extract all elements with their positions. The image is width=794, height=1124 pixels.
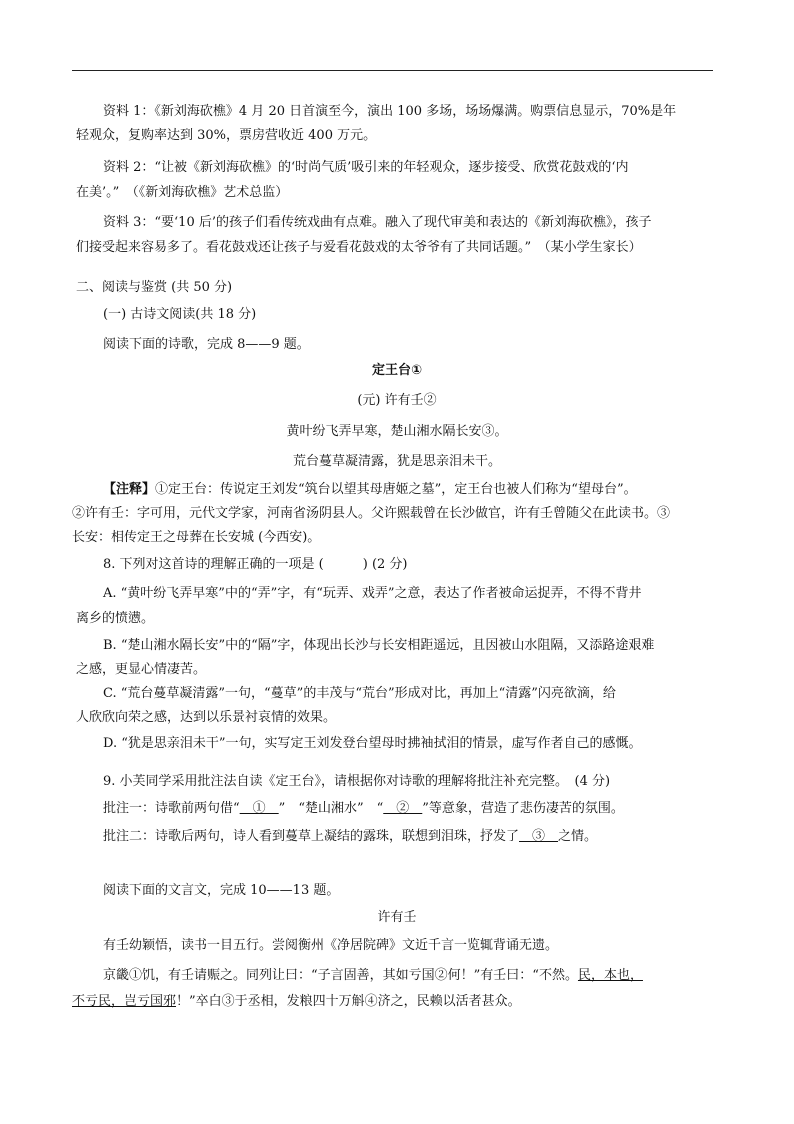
prose-underlined-2: 不亏民，岂亏国邪 — [72, 994, 177, 1009]
poem-instruction: 阅读下面的诗歌，完成 8——9 题。 — [103, 337, 310, 352]
section-heading: 二、阅读与鉴赏 (共 50 分) — [76, 280, 233, 295]
poem-title: 定王台① — [371, 363, 422, 378]
q8-option-d: D. “犹是思亲泪未干”一句，实写定王刘发登台望母时拂袖拭泪的情景，虚写作者自己的感慨。 — [103, 736, 642, 751]
subsection-heading: (一) 古诗文阅读(共 18 分) — [103, 307, 257, 322]
prose-paragraph-2-line-1 — [103, 967, 643, 985]
material-2-line-2: 在美’。” （《新刘海砍樵》艺术总监） — [76, 185, 289, 200]
q9-annotation-2 — [103, 828, 597, 846]
prose-p2-pre: 京畿①饥，有壬请赈之。同列让曰：“子言固善，其如亏国②何！”有壬曰：“不然。 — [103, 968, 578, 983]
q9-n2-pre: 批注二：诗歌后两句，诗人看到蔓草上凝结的露珠，联想到泪珠，抒发了 — [103, 829, 520, 844]
prose-title: 许有壬 — [377, 910, 417, 925]
q9-annotation-1 — [103, 800, 624, 818]
q9-blank-2[interactable]: ② — [383, 801, 423, 816]
notes-label: 【注释】 — [103, 482, 156, 497]
prose-p3-post: ！”卒白③于丞相，发粮四十万斛④济之，民赖以活者甚众。 — [176, 994, 521, 1009]
notes-line-1 — [103, 481, 637, 499]
material-1-line-1: 资料 1：《新刘海砍樵》4 月 20 日首演至今，演出 100 多场，场场爆满。购票信息显示，70%是年 — [103, 104, 677, 119]
notes-line-2: ②许有壬：字可用，元代文学家，河南省汤阴县人。父许熙载曾在长沙做官，许有壬曾随父在此读书。③ — [72, 506, 671, 521]
q9-n2-post: 之情。 — [558, 829, 598, 844]
prose-instruction: 阅读下面的文言文，完成 10——13 题。 — [103, 883, 340, 898]
question-8-stem: 8. 下列对这首诗的理解正确的一项是 ( ) (2 分) — [103, 557, 408, 572]
prose-paragraph-2-line-2 — [72, 993, 521, 1011]
notes-text-1: ①定王台：传说定王刘发“筑台以望其母唐姬之墓”，定王台也被人们称为“望母台”。 — [155, 482, 637, 497]
q9-n1-pre: 批注一：诗歌前两句借“ — [103, 801, 240, 816]
q8-option-b-line-1: B. “楚山湘水隔长安”中的“隔”字，体现出长沙与长安相距遥远，且因被山水阻隔，又添路途艰难 — [103, 638, 655, 653]
poem-line-1: 黄叶纷飞弄早寒，楚山湘水隔长安③。 — [286, 424, 508, 439]
q9-blank-3[interactable]: ③ — [519, 829, 559, 844]
q8-option-b-line-2: 之感，更显心情凄苦。 — [76, 662, 207, 677]
material-2-line-1: 资料 2：“让被《新刘海砍樵》的‘时尚气质’吸引来的年轻观众，逐步接受、欣赏花鼓戏的‘内 — [103, 160, 629, 175]
q8-option-a-line-2: 离乡的愤懑。 — [76, 611, 155, 626]
q9-blank-1[interactable]: ① — [239, 801, 279, 816]
prose-underlined-1: 民，本也， — [577, 968, 643, 983]
prose-paragraph-1: 有壬幼颖悟，读书一目五行。尝阅衡州《净居院碑》文近千言一览辄背诵无遗。 — [103, 938, 559, 953]
q8-option-c-line-2: 人欣欣向荣之感，达到以乐景衬哀情的效果。 — [76, 710, 337, 725]
poem-line-2: 荒台蔓草凝清露，犹是思亲泪未干。 — [292, 454, 501, 469]
q9-n1-post: ”等意象，营造了悲伤凄苦的氛围。 — [422, 801, 624, 816]
material-3-line-1: 资料 3：“要‘10 后’的孩子们看传统戏曲有点难。融入了现代审美和表达的《新刘海砍樵》，孩子 — [103, 215, 652, 230]
header-rule — [72, 70, 713, 71]
question-9-stem: 9. 小芙同学采用批注法自读《定王台》，请根据你对诗歌的理解将批注补充完整。 (4 分) — [103, 774, 611, 789]
q9-n1-mid: ” “楚山湘水” “ — [278, 801, 384, 816]
q8-option-a-line-1: A. “黄叶纷飞弄早寒”中的“弄”字，有“玩弄、戏弄”之意，表达了作者被命运捉弄，不得不背井 — [103, 586, 642, 601]
poem-author: (元) 许有壬② — [357, 393, 437, 408]
material-3-line-2: 们接受起来容易多了。看花鼓戏还让孩子与爱看花鼓戏的太爷爷有了共同话题。” （某小学生家长） — [76, 240, 642, 255]
material-1-line-2: 轻观众，复购率达到 30%，票房营收近 400 万元。 — [76, 128, 377, 143]
q8-option-c-line-1: C. “荒台蔓草凝清露”一句，“蔓草”的丰茂与“荒台”形成对比，再加上“清露”闪亮欲滴，给 — [103, 686, 616, 701]
notes-line-3: 长安：相传定王之母葬在长安城 (今西安)。 — [72, 530, 321, 545]
